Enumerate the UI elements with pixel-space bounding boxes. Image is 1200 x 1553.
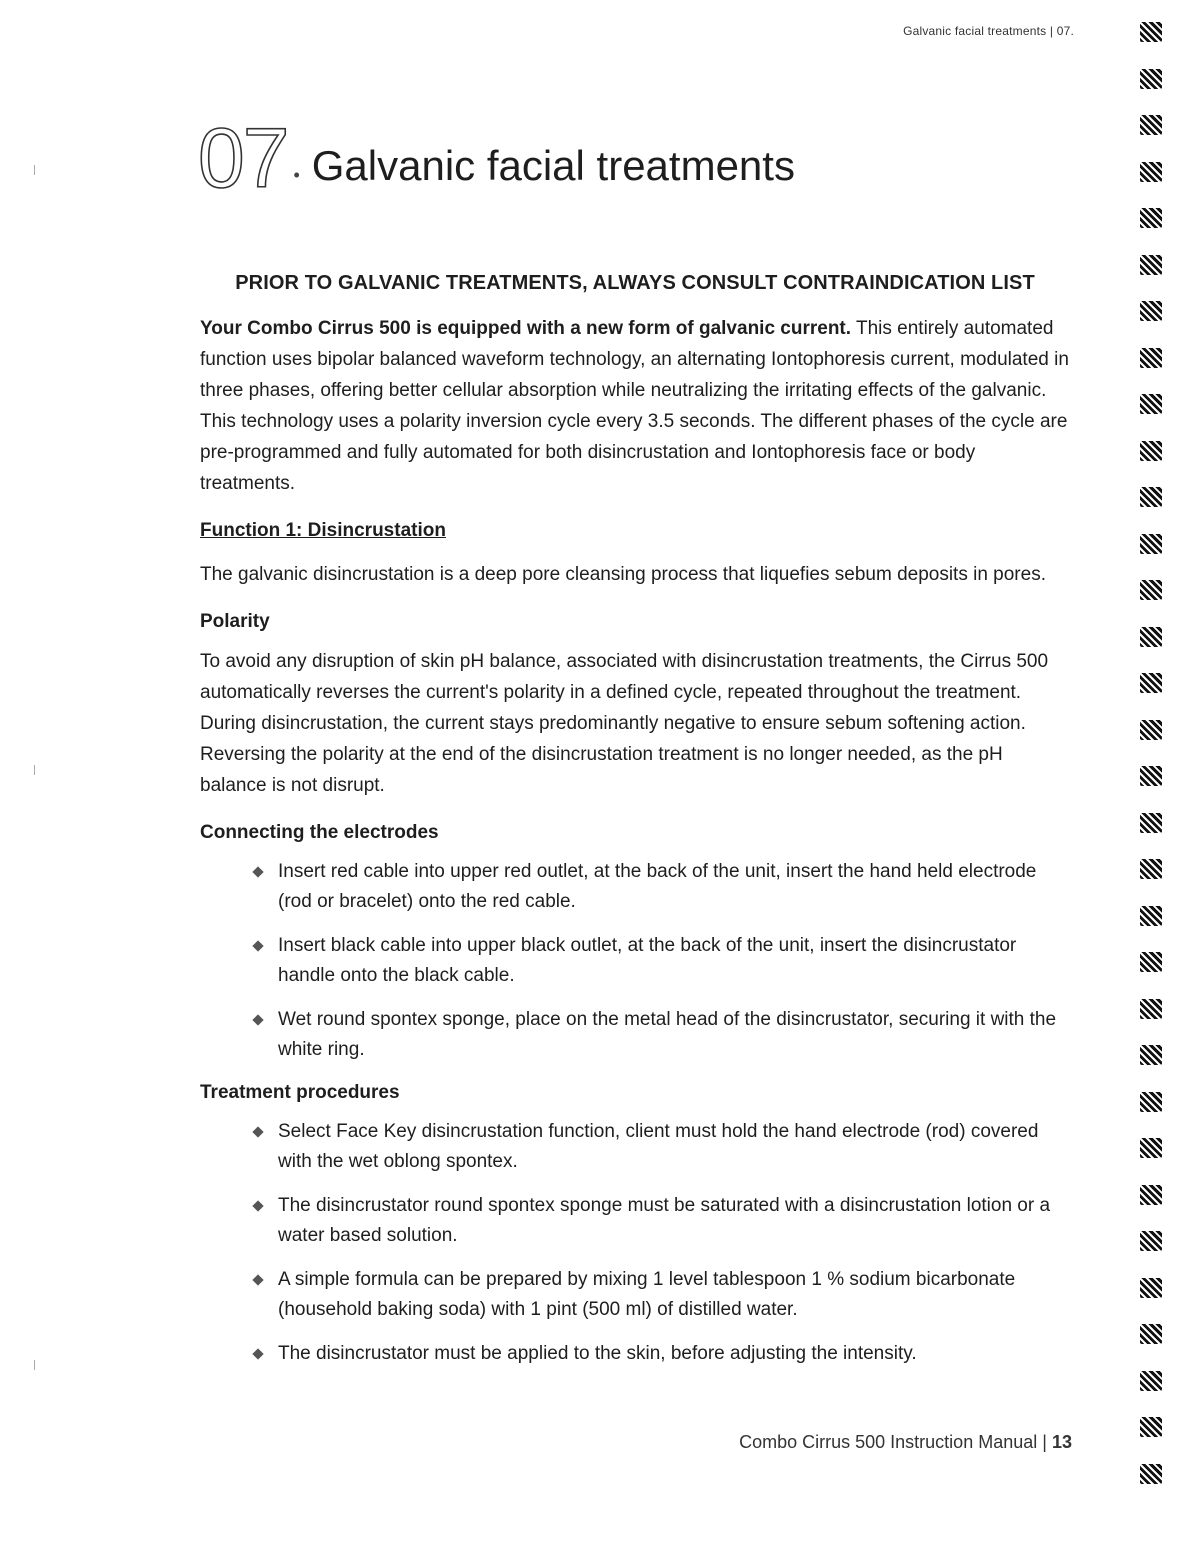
edge-mark	[1140, 766, 1162, 786]
margin-mark	[34, 1360, 39, 1370]
edge-mark	[1140, 394, 1162, 414]
edge-mark	[1140, 301, 1162, 321]
page-number: 13	[1051, 1432, 1072, 1452]
chapter-dot: •	[293, 165, 300, 185]
list-item-text: The disincrustator must be applied to the skin, before adjusting the intensity.	[278, 1343, 917, 1364]
chapter-heading	[198, 100, 795, 205]
list-item-text: Insert red cable into upper red outlet, at the back of the unit, insert the hand held electrode (rod or bracelet) onto the red cable.	[278, 861, 1037, 912]
contraindication-warning: PRIOR TO GALVANIC TREATMENTS, ALWAYS CONSULT CONTRAINDICATION LIST	[235, 272, 1035, 294]
bullet-icon	[252, 1014, 263, 1025]
procedures-heading: Treatment procedures	[200, 1082, 400, 1103]
edge-mark	[1140, 441, 1162, 461]
intro-paragraph	[200, 313, 1070, 499]
edge-mark	[1140, 1185, 1162, 1205]
polarity-heading: Polarity	[200, 611, 270, 632]
edge-mark	[1140, 534, 1162, 554]
intro-body: This entirely automated function uses bipolar balanced waveform technology, an alternating Iontophoresis current, modulated in three phases, offering better cellular absorption while neutralizing the irritating effects of the galvanic. This technology uses a polarity inversion cycle every 3.5 seconds. The different phases of the cycle are pre-programmed and fully automated for both disincrustation and Iontophoresis face or body treatments.	[200, 318, 1069, 494]
edge-mark	[1140, 22, 1162, 42]
list-item	[254, 857, 1070, 917]
bullet-icon	[252, 940, 263, 951]
margin-mark	[34, 165, 39, 175]
list-item	[254, 931, 1070, 991]
page-content	[200, 268, 1070, 1383]
page-edge-thumb-tabs	[1140, 22, 1170, 1522]
edge-mark	[1140, 859, 1162, 879]
edge-mark	[1140, 720, 1162, 740]
list-item	[254, 1117, 1070, 1177]
edge-mark	[1140, 208, 1162, 228]
edge-mark	[1140, 952, 1162, 972]
chapter-title: Galvanic facial treatments	[311, 142, 795, 189]
edge-mark	[1140, 906, 1162, 926]
procedures-list	[200, 1117, 1070, 1369]
connecting-list	[200, 857, 1070, 1065]
edge-mark	[1140, 1092, 1162, 1112]
edge-mark	[1140, 627, 1162, 647]
edge-mark	[1140, 348, 1162, 368]
list-item-text: The disincrustator round spontex sponge must be saturated with a disincrustation lotion or a water based solution.	[278, 1195, 1051, 1246]
edge-mark	[1140, 69, 1162, 89]
chapter-number: 07	[198, 111, 288, 205]
list-item-text: Wet round spontex sponge, place on the metal head of the disincrustator, securing it with the white ring.	[278, 1009, 1057, 1060]
edge-mark	[1140, 162, 1162, 182]
bullet-icon	[252, 1348, 263, 1359]
bullet-icon	[252, 1274, 263, 1285]
edge-mark	[1140, 1324, 1162, 1344]
edge-mark	[1140, 1045, 1162, 1065]
edge-mark	[1140, 673, 1162, 693]
edge-mark	[1140, 580, 1162, 600]
bullet-icon	[252, 1200, 263, 1211]
manual-title: Combo Cirrus 500 Instruction Manual	[739, 1432, 1038, 1452]
list-item	[254, 1339, 1070, 1369]
list-item	[254, 1191, 1070, 1251]
polarity-text: To avoid any disruption of skin pH balance, associated with disincrustation treatments, the Cirrus 500 automatically reverses the current's polarity in a defined cycle, repeated throughout the treatment. During disincrustation, the current stays predominantly negative to ensure sebum softening action. Reversing the polarity at the end of the disincrustation treatment is no longer needed, as the pH balance is not disrupt.	[200, 651, 1049, 796]
list-item	[254, 1005, 1070, 1065]
function1-heading: Function 1: Disincrustation	[200, 520, 446, 541]
list-item-text: Insert black cable into upper black outlet, at the back of the unit, insert the disincrustator handle onto the black cable.	[278, 935, 1017, 986]
edge-mark	[1140, 115, 1162, 135]
page-footer	[739, 1432, 1072, 1453]
edge-mark	[1140, 813, 1162, 833]
edge-mark	[1140, 1278, 1162, 1298]
connecting-heading: Connecting the electrodes	[200, 822, 439, 843]
edge-mark	[1140, 1371, 1162, 1391]
edge-mark	[1140, 1138, 1162, 1158]
footer-separator: |	[1042, 1432, 1047, 1452]
list-item-text: Select Face Key disincrustation function, client must hold the hand electrode (rod) covered with the wet oblong spontex.	[278, 1121, 1039, 1172]
bullet-icon	[252, 866, 263, 877]
list-item	[254, 1265, 1070, 1325]
function1-text: The galvanic disincrustation is a deep pore cleansing process that liquefies sebum deposits in pores.	[200, 564, 1046, 585]
edge-mark	[1140, 1417, 1162, 1437]
bullet-icon	[252, 1126, 263, 1137]
list-item-text: A simple formula can be prepared by mixing 1 level tablespoon 1 % sodium bicarbonate (household baking soda) with 1 pint (500 ml) of distilled water.	[278, 1269, 1016, 1320]
edge-mark	[1140, 1231, 1162, 1251]
edge-mark	[1140, 255, 1162, 275]
edge-mark	[1140, 487, 1162, 507]
intro-lead: Your Combo Cirrus 500 is equipped with a new form of galvanic current.	[200, 318, 852, 339]
edge-mark	[1140, 1464, 1162, 1484]
running-head: Galvanic facial treatments | 07.	[903, 24, 1074, 38]
edge-mark	[1140, 999, 1162, 1019]
margin-mark	[34, 765, 39, 775]
